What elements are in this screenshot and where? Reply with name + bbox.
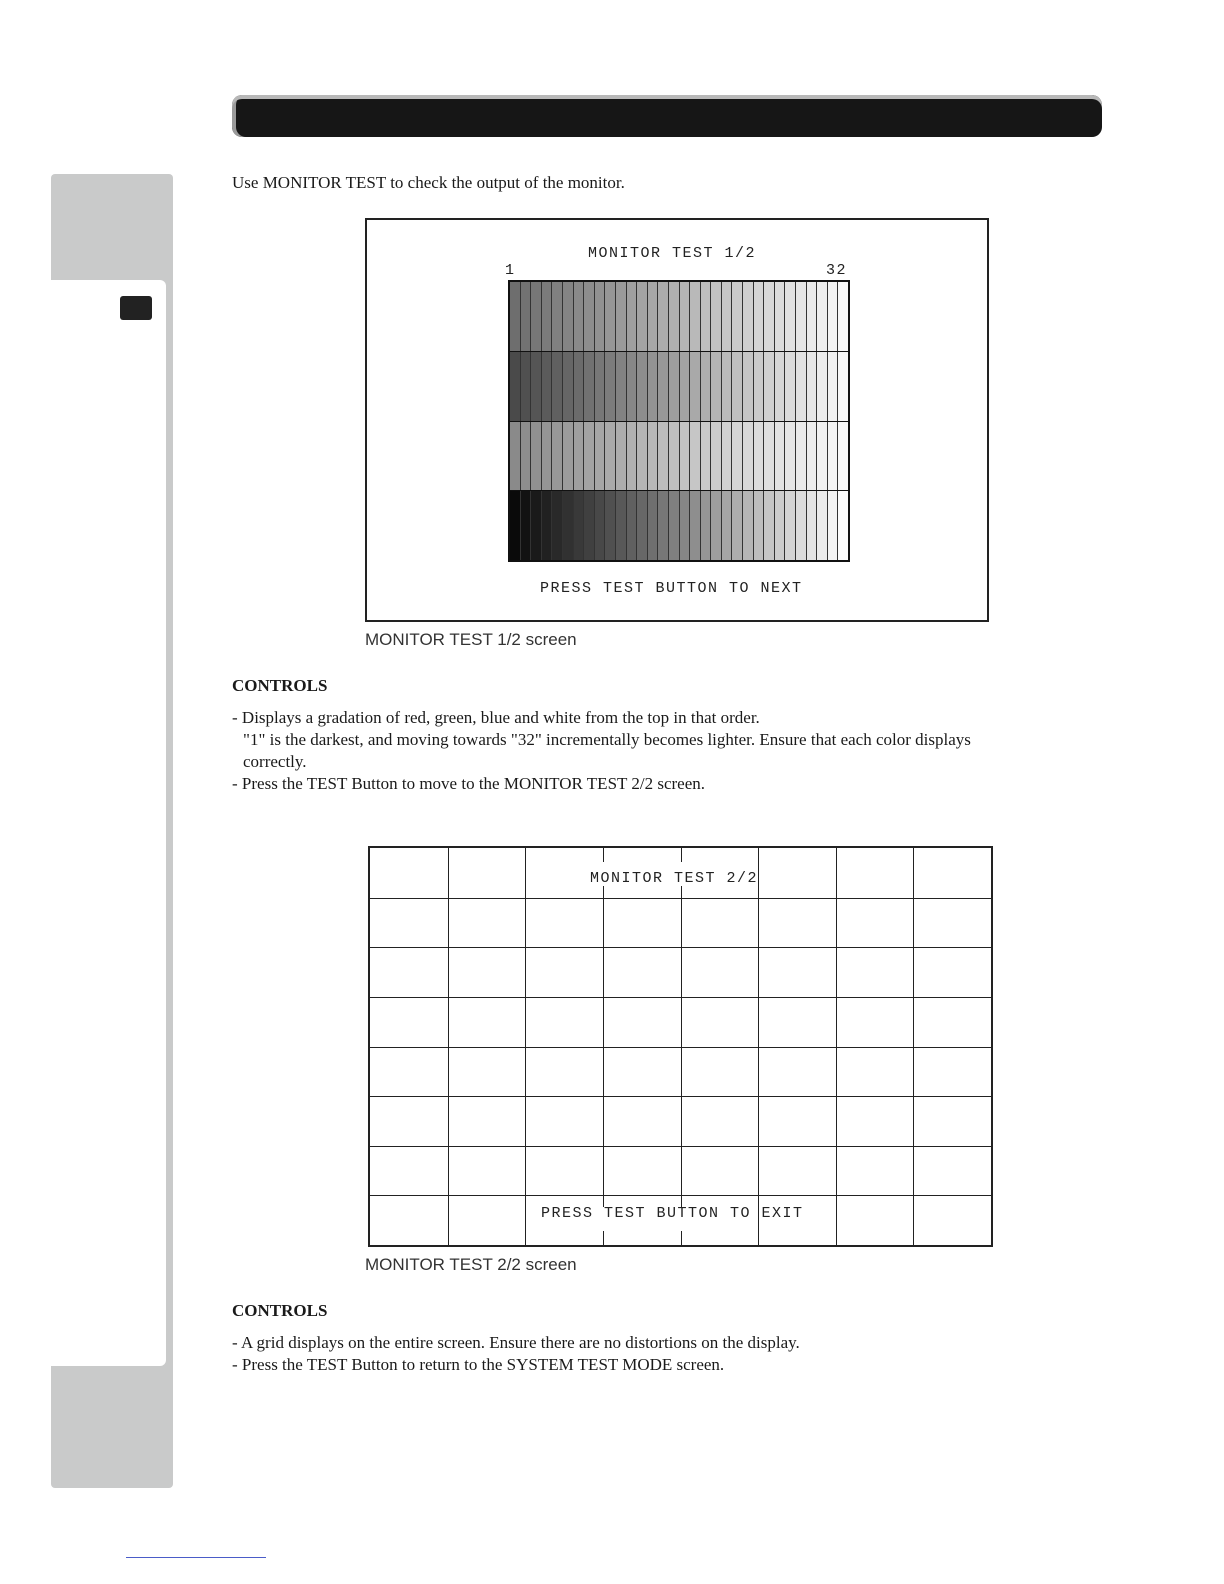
gradient-cell [711,352,722,421]
monitor-test-2-title: MONITOR TEST 2/2 [590,870,759,887]
controls-heading-2: CONTROLS [232,1301,328,1320]
gradient-cell [796,352,807,421]
gradient-cell [542,422,553,491]
gradient-cell [658,282,669,351]
gradient-cell [605,352,616,421]
gradient-cell [701,422,712,491]
gradient-cell [521,282,532,351]
gradient-cell [775,282,786,351]
gradient-cell [828,422,839,491]
gradient-cell [764,491,775,560]
gradient-cell [764,282,775,351]
gradient-cell [732,352,743,421]
gradient-cell [785,282,796,351]
gradient-cell [627,282,638,351]
gradient-cell [732,422,743,491]
gradient-cell [669,491,680,560]
intro-text: Use MONITOR TEST to check the output of the monitor. [232,173,625,192]
gradient-cell [616,491,627,560]
gradient-cell [658,352,669,421]
gradient-row-white [510,491,848,560]
gradient-cell [595,422,606,491]
gradient-cell [690,491,701,560]
gradient-cell [690,352,701,421]
gradient-cell [584,491,595,560]
gradient-cell [764,422,775,491]
gradient-cell [574,352,585,421]
gradient-cell [542,352,553,421]
gradient-cell [584,352,595,421]
gradient-cell [807,491,818,560]
gradient-cell [817,422,828,491]
gradient-cell [828,282,839,351]
gradient-cell [563,491,574,560]
grid-horizontal-line [370,1195,991,1196]
controls-1-line-4: - Press the TEST Button to move to the MONITOR TEST 2/2 screen. [232,774,705,793]
gradient-cell [637,352,648,421]
gradient-row-green [510,352,848,422]
gradient-cell [807,282,818,351]
gradient-cell [521,422,532,491]
gradient-cell [722,282,733,351]
gradient-cell [510,491,521,560]
gradient-cell [732,491,743,560]
gradient-cell [680,282,691,351]
monitor-test-1-title: MONITOR TEST 1/2 [588,245,757,262]
gradient-cell [796,422,807,491]
gradient-cell [680,422,691,491]
gradient-cell [669,352,680,421]
gradient-cell [690,422,701,491]
gradient-cell [764,352,775,421]
gradient-cell [552,422,563,491]
gradient-cell [754,282,765,351]
gradient-cell [595,491,606,560]
gradient-cell [648,282,659,351]
gradient-cell [743,491,754,560]
gradient-cell [701,282,712,351]
gradient-cell [616,352,627,421]
section-header-bar [232,95,1102,137]
gradient-cell [531,491,542,560]
gradient-cell [817,491,828,560]
gradient-cell [574,282,585,351]
gradient-cell [595,282,606,351]
gradient-cell [838,352,848,421]
gradient-cell [574,422,585,491]
controls-list-2 [232,1332,800,1376]
grid-horizontal-line [370,898,991,899]
gradient-cell [648,491,659,560]
gradient-cell [584,422,595,491]
gradient-cell [722,422,733,491]
controls-list-1 [232,707,971,795]
gradient-cell [838,422,848,491]
monitor-test-1-prompt: PRESS TEST BUTTON TO NEXT [540,580,803,597]
gradient-cell [584,282,595,351]
gradient-cell [711,282,722,351]
scale-start-label: 1 [505,262,516,279]
gradient-cell [637,422,648,491]
gradient-cell [807,422,818,491]
gradient-cell [510,422,521,491]
gradient-cell [605,491,616,560]
gradient-cell [732,282,743,351]
monitor-test-2-prompt: PRESS TEST BUTTON TO EXIT [541,1205,804,1222]
side-tab-inner [51,280,166,1366]
gradient-cell [563,352,574,421]
gradient-cell [648,352,659,421]
gradient-cell [616,422,627,491]
gradient-cell [711,422,722,491]
gradient-cell [616,282,627,351]
gradient-cell [785,491,796,560]
gradient-cell [521,491,532,560]
gradient-cell [785,352,796,421]
gradient-cell [605,282,616,351]
gradient-cell [574,491,585,560]
gradient-cell [669,422,680,491]
caption-screen-2: MONITOR TEST 2/2 screen [365,1255,577,1274]
gradient-cell [838,491,848,560]
gradient-cell [711,491,722,560]
gradient-chart [508,280,850,562]
gradient-cell [680,491,691,560]
gradient-cell [595,352,606,421]
side-tab-bottom [51,1366,173,1488]
gradient-cell [817,352,828,421]
scale-end-label: 32 [826,262,848,279]
grid-horizontal-line [370,1146,991,1147]
gradient-row-blue [510,422,848,492]
gradient-cell [775,422,786,491]
gradient-cell [796,491,807,560]
gradient-cell [775,352,786,421]
gradient-cell [754,352,765,421]
gradient-cell [680,352,691,421]
gradient-cell [796,282,807,351]
gradient-row-red [510,282,848,352]
gradient-cell [542,491,553,560]
controls-1-line-2: "1" is the darkest, and moving towards "32" incrementally becomes lighter. Ensure that each color displays [243,730,971,749]
gradient-cell [658,422,669,491]
gradient-cell [828,352,839,421]
grid-horizontal-line [370,997,991,998]
footer-link-underline [126,1557,266,1558]
controls-1-line-3: correctly. [243,752,307,771]
side-tab-top [51,174,173,280]
grid-horizontal-line [370,1047,991,1048]
gradient-cell [817,282,828,351]
controls-2-line-2: - Press the TEST Button to return to the SYSTEM TEST MODE screen. [232,1355,725,1374]
gradient-cell [754,491,765,560]
gradient-cell [552,352,563,421]
gradient-cell [658,491,669,560]
gradient-cell [828,491,839,560]
caption-screen-1: MONITOR TEST 1/2 screen [365,630,577,649]
gradient-cell [637,491,648,560]
gradient-cell [722,491,733,560]
gradient-cell [552,491,563,560]
gradient-cell [838,282,848,351]
gradient-cell [552,282,563,351]
gradient-cell [521,352,532,421]
gradient-cell [775,491,786,560]
chapter-marker [120,296,152,320]
gradient-cell [690,282,701,351]
gradient-cell [743,352,754,421]
grid-horizontal-line [370,1096,991,1097]
grid-horizontal-line [370,947,991,948]
gradient-cell [627,422,638,491]
gradient-cell [563,422,574,491]
gradient-cell [754,422,765,491]
gradient-cell [510,282,521,351]
gradient-cell [531,282,542,351]
controls-1-line-1: - Displays a gradation of red, green, blue and white from the top in that order. [232,708,760,727]
gradient-cell [563,282,574,351]
gradient-cell [743,282,754,351]
gradient-cell [807,352,818,421]
gradient-cell [743,422,754,491]
monitor-test-2-screen [368,846,993,1247]
gradient-cell [785,422,796,491]
gradient-cell [531,422,542,491]
gradient-cell [648,422,659,491]
gradient-cell [531,352,542,421]
gradient-cell [627,491,638,560]
controls-2-line-1: - A grid displays on the entire screen. Ensure there are no distortions on the display. [232,1333,800,1352]
gradient-cell [510,352,521,421]
gradient-cell [627,352,638,421]
gradient-cell [722,352,733,421]
controls-heading-1: CONTROLS [232,676,328,695]
gradient-cell [701,491,712,560]
gradient-cell [669,282,680,351]
gradient-cell [542,282,553,351]
gradient-cell [701,352,712,421]
gradient-cell [637,282,648,351]
gradient-cell [605,422,616,491]
